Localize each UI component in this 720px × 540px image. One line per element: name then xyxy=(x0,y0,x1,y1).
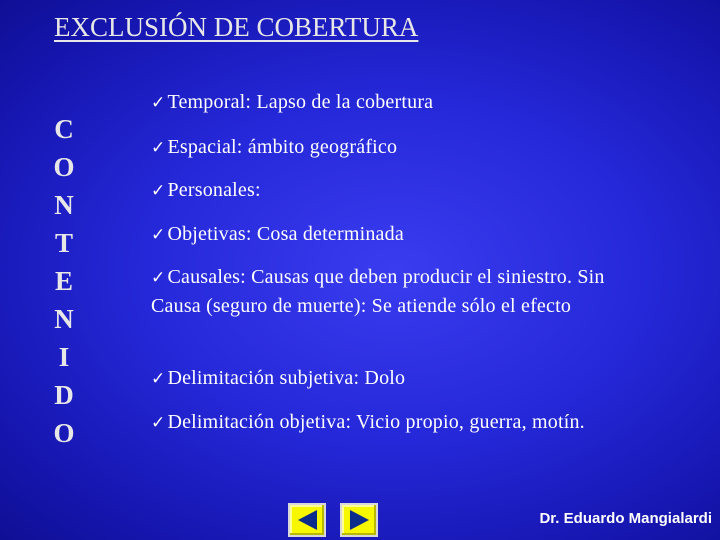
vertical-letter: O xyxy=(53,152,75,182)
vertical-letter: N xyxy=(54,190,74,220)
bullet-text: Delimitación subjetiva: Dolo xyxy=(167,367,406,389)
vertical-letter: N xyxy=(54,304,74,334)
checkmark-icon: ✓ xyxy=(151,181,166,201)
slide-title: EXCLUSIÓN DE COBERTURA xyxy=(54,12,419,42)
vertical-letter: I xyxy=(58,342,70,372)
bullet-text: Espacial: ámbito geográfico xyxy=(167,136,398,158)
bullet-text: Delimitación objetiva: Vicio propio, guerra, motín. xyxy=(167,411,585,433)
bullet-item-objetivas xyxy=(151,220,404,249)
bullet-text: Objetivas: Cosa determinada xyxy=(167,223,404,245)
previous-slide-button[interactable] xyxy=(288,503,326,537)
bullet-item-delimitacion-subjetiva xyxy=(151,364,405,393)
vertical-letter: C xyxy=(54,114,74,144)
checkmark-icon: ✓ xyxy=(151,268,166,288)
next-slide-button[interactable] xyxy=(340,503,378,537)
checkmark-icon: ✓ xyxy=(151,93,166,113)
bullet-item-temporal xyxy=(151,88,433,117)
triangle-right-icon xyxy=(342,505,376,535)
checkmark-icon: ✓ xyxy=(151,138,166,158)
triangle-left-icon xyxy=(290,505,324,535)
bullet-item-espacial xyxy=(151,133,397,162)
bullet-text: Causales: Causas que deben producir el siniestro. Sin Causa (seguro de muerte): Se atiende sólo el efecto xyxy=(151,266,605,317)
bullet-text: Personales: xyxy=(167,179,261,201)
bullet-item-causales xyxy=(151,263,631,320)
bullet-item-delimitacion-objetiva xyxy=(151,408,585,437)
bullet-text: Temporal: Lapso de la cobertura xyxy=(167,91,434,113)
checkmark-icon: ✓ xyxy=(151,413,166,433)
checkmark-icon: ✓ xyxy=(151,369,166,389)
author-credit: Dr. Eduardo Mangialardi xyxy=(539,510,712,527)
vertical-letter: O xyxy=(53,418,75,448)
vertical-word-contenido xyxy=(54,110,74,452)
vertical-letter: E xyxy=(54,266,73,296)
checkmark-icon: ✓ xyxy=(151,225,166,245)
bullet-item-personales xyxy=(151,176,261,205)
vertical-letter: T xyxy=(54,228,73,258)
vertical-letter: D xyxy=(54,380,74,410)
